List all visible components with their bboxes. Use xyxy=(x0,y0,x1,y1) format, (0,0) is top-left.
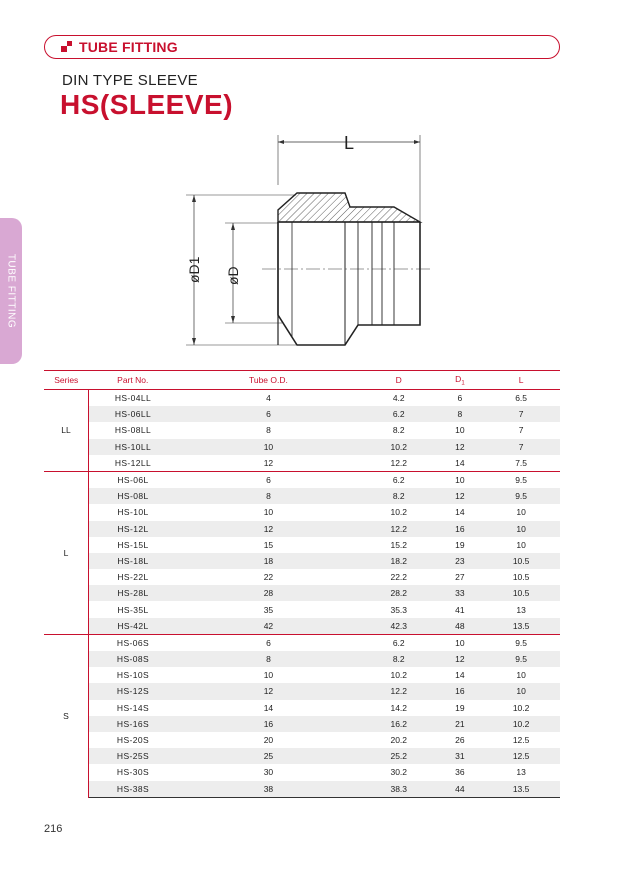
tube-od-cell: 6 xyxy=(177,634,360,651)
product-title: HS(SLEEVE) xyxy=(60,89,234,120)
d-cell: 38.3 xyxy=(360,781,438,798)
part-no-cell: HS-08L xyxy=(89,488,178,504)
product-subtitle: DIN TYPE SLEEVE xyxy=(62,72,198,89)
part-no-cell: HS-20S xyxy=(116,735,150,746)
d-cell: 12.2 xyxy=(360,521,438,537)
tube-od-cell: 8 xyxy=(266,425,271,436)
table-row xyxy=(44,471,560,488)
sleeve-technical-drawing xyxy=(170,125,450,360)
d-cell: 10.2 xyxy=(390,670,408,681)
d-cell: 35.3 xyxy=(390,604,408,615)
d1-cell: 23 xyxy=(438,553,483,569)
series-cell: S xyxy=(44,634,89,797)
part-no-cell: HS-12S xyxy=(89,683,178,699)
table-row xyxy=(44,455,560,472)
d-cell: 8.2 xyxy=(360,488,438,504)
l-cell: 10.2 xyxy=(482,716,560,732)
table-row xyxy=(44,406,560,422)
d-cell: 14.2 xyxy=(390,702,408,713)
table-row xyxy=(44,634,560,651)
table-row xyxy=(44,439,560,455)
part-no-cell: HS-06S xyxy=(89,634,178,651)
d1-cell: 14 xyxy=(455,670,465,681)
d1-cell: 12 xyxy=(438,488,483,504)
l-cell: 10 xyxy=(516,507,526,518)
table-row xyxy=(44,651,560,667)
l-cell: 10.5 xyxy=(482,553,560,569)
d-cell: 25.2 xyxy=(360,748,438,764)
l-cell: 12.5 xyxy=(482,748,560,764)
tube-od-cell: 8 xyxy=(177,651,360,667)
table-row xyxy=(44,667,560,683)
d1-cell: 27 xyxy=(455,572,465,583)
table-row xyxy=(44,390,560,407)
d1-cell: 10 xyxy=(438,634,483,651)
l-cell: 7 xyxy=(482,439,560,455)
tube-od-cell: 22 xyxy=(263,572,274,583)
tube-od-cell: 18 xyxy=(177,553,360,569)
d1-cell: 10 xyxy=(455,425,465,436)
table-row xyxy=(44,488,560,504)
l-cell: 13 xyxy=(516,767,526,778)
header-l: L xyxy=(482,371,560,390)
d1-cell: 36 xyxy=(455,767,465,778)
d1-cell: 14 xyxy=(455,457,465,468)
part-no-cell: HS-10LL xyxy=(89,439,178,455)
part-no-cell: HS-18L xyxy=(89,553,178,569)
tube-od-cell: 14 xyxy=(263,702,274,713)
d1-cell: 41 xyxy=(455,604,465,615)
tube-od-cell: 16 xyxy=(177,716,360,732)
series-cell: LL xyxy=(44,390,89,472)
l-cell: 7 xyxy=(482,406,560,422)
d1-cell: 6 xyxy=(438,390,483,407)
d-cell: 42.3 xyxy=(360,618,438,635)
d1-cell: 8 xyxy=(438,406,483,422)
header-d1: $D_1$ xyxy=(438,371,483,390)
part-no-cell: HS-12LL xyxy=(114,457,152,468)
d-cell: 22.2 xyxy=(390,572,408,583)
d1-cell: 16 xyxy=(438,683,483,699)
tube-od-cell: 10 xyxy=(263,507,274,518)
tube-od-cell: 30 xyxy=(263,767,274,778)
d-cell: 6.2 xyxy=(360,634,438,651)
d-cell: 20.2 xyxy=(390,735,408,746)
table-row xyxy=(44,422,560,438)
l-cell: 7.5 xyxy=(515,457,528,468)
part-no-cell: HS-12L xyxy=(89,521,178,537)
tube-od-cell: 12 xyxy=(263,457,274,468)
table-row xyxy=(44,748,560,764)
l-cell: 13.5 xyxy=(482,618,560,635)
d-cell: 12.2 xyxy=(360,683,438,699)
part-no-cell: HS-30S xyxy=(116,767,150,778)
part-no-cell: HS-16S xyxy=(89,716,178,732)
d1-cell: 48 xyxy=(438,618,483,635)
l-cell: 10.5 xyxy=(482,585,560,601)
tube-od-cell: 10 xyxy=(263,670,274,681)
part-no-cell: HS-08S xyxy=(89,651,178,667)
l-cell: 6.5 xyxy=(482,390,560,407)
l-cell: 10 xyxy=(482,683,560,699)
d-cell: 10.2 xyxy=(360,439,438,455)
l-cell: 10.2 xyxy=(512,702,530,713)
tube-od-cell: 6 xyxy=(177,406,360,422)
tube-od-cell: 4 xyxy=(177,390,360,407)
part-no-cell: HS-22L xyxy=(117,572,149,583)
side-tab[interactable] xyxy=(0,218,22,364)
table-row xyxy=(44,732,560,748)
d1-cell: 19 xyxy=(455,539,465,550)
tube-od-cell: 8 xyxy=(177,488,360,504)
d1-cell: 10 xyxy=(438,471,483,488)
d1-cell: 19 xyxy=(455,702,465,713)
tube-od-cell: 10 xyxy=(177,439,360,455)
l-cell: 10.5 xyxy=(512,572,530,583)
dimension-d-label: øD xyxy=(225,266,241,285)
table-row xyxy=(44,521,560,537)
header-part-no: Part No. xyxy=(89,371,178,390)
tube-od-cell: 38 xyxy=(177,781,360,798)
part-no-cell: HS-38S xyxy=(89,781,178,798)
section-title: TUBE FITTING xyxy=(79,39,178,55)
dimension-l-label: L xyxy=(343,133,355,153)
table-row xyxy=(44,683,560,699)
table-row xyxy=(44,781,560,798)
l-cell: 9.5 xyxy=(482,651,560,667)
d-cell: 12.2 xyxy=(390,457,408,468)
l-cell: 9.5 xyxy=(482,634,560,651)
tube-od-cell: 42 xyxy=(177,618,360,635)
d1-cell: 16 xyxy=(438,521,483,537)
part-no-cell: HS-06L xyxy=(89,471,178,488)
table-row xyxy=(44,504,560,520)
d-cell: 6.2 xyxy=(360,406,438,422)
d1-cell: 44 xyxy=(438,781,483,798)
table-row xyxy=(44,569,560,585)
table-row xyxy=(44,764,560,780)
d-cell: 16.2 xyxy=(360,716,438,732)
d-cell: 8.2 xyxy=(392,425,405,436)
tube-od-cell: 20 xyxy=(263,735,274,746)
dimensions-table xyxy=(44,370,560,798)
table-row xyxy=(44,601,560,617)
table-row xyxy=(44,700,560,716)
tube-od-cell: 12 xyxy=(177,683,360,699)
l-cell: 13.5 xyxy=(482,781,560,798)
part-no-cell: HS-35L xyxy=(117,604,149,615)
l-cell: 13 xyxy=(516,604,526,615)
table-row xyxy=(44,537,560,553)
tube-od-cell: 35 xyxy=(263,604,274,615)
d1-cell: 26 xyxy=(455,735,465,746)
d-cell: 10.2 xyxy=(390,507,408,518)
table-row xyxy=(44,618,560,635)
section-bullet-icon xyxy=(61,41,73,53)
l-cell: 10 xyxy=(516,539,526,550)
header-series: Series xyxy=(44,371,89,390)
page-number: 216 xyxy=(44,823,63,835)
l-cell: 9.5 xyxy=(482,471,560,488)
d1-cell: 12 xyxy=(438,651,483,667)
part-no-cell: HS-28L xyxy=(89,585,178,601)
d-cell: 8.2 xyxy=(360,651,438,667)
table-header-row xyxy=(44,371,560,390)
part-no-cell: HS-10L xyxy=(117,507,149,518)
tube-od-cell: 6 xyxy=(177,471,360,488)
l-cell: 9.5 xyxy=(482,488,560,504)
d1-cell: 31 xyxy=(438,748,483,764)
part-no-cell: HS-15L xyxy=(117,539,149,550)
part-no-cell: HS-10S xyxy=(116,670,150,681)
dimension-d1-label: øD1 xyxy=(186,256,202,283)
d-cell: 30.2 xyxy=(390,767,408,778)
part-no-cell: HS-06LL xyxy=(89,406,178,422)
section-header-bar xyxy=(44,35,560,59)
d-cell: 15.2 xyxy=(390,539,408,550)
d1-cell: 33 xyxy=(438,585,483,601)
d1-cell: 12 xyxy=(438,439,483,455)
part-no-cell: HS-42L xyxy=(89,618,178,635)
table-row xyxy=(44,553,560,569)
d1-cell: 21 xyxy=(438,716,483,732)
tube-od-cell: 25 xyxy=(177,748,360,764)
header-d: D xyxy=(360,371,438,390)
d-cell: 4.2 xyxy=(360,390,438,407)
part-no-cell: HS-25S xyxy=(89,748,178,764)
l-cell: 7 xyxy=(518,425,524,436)
table-row xyxy=(44,716,560,732)
tube-od-cell: 12 xyxy=(177,521,360,537)
d-cell: 28.2 xyxy=(360,585,438,601)
l-cell: 10 xyxy=(516,670,526,681)
l-cell: 12.5 xyxy=(512,735,530,746)
d1-cell: 14 xyxy=(455,507,465,518)
header-tube-od: Tube O.D. xyxy=(177,371,360,390)
part-no-cell: HS-04LL xyxy=(89,390,178,407)
d-cell: 6.2 xyxy=(360,471,438,488)
part-no-cell: HS-08LL xyxy=(114,425,152,436)
d-cell: 18.2 xyxy=(360,553,438,569)
tube-od-cell: 15 xyxy=(263,539,274,550)
series-cell: L xyxy=(44,471,89,634)
part-no-cell: HS-14S xyxy=(116,702,150,713)
l-cell: 10 xyxy=(482,521,560,537)
side-tab-label: TUBE FITTING xyxy=(5,253,17,329)
table-row xyxy=(44,585,560,601)
tube-od-cell: 28 xyxy=(177,585,360,601)
